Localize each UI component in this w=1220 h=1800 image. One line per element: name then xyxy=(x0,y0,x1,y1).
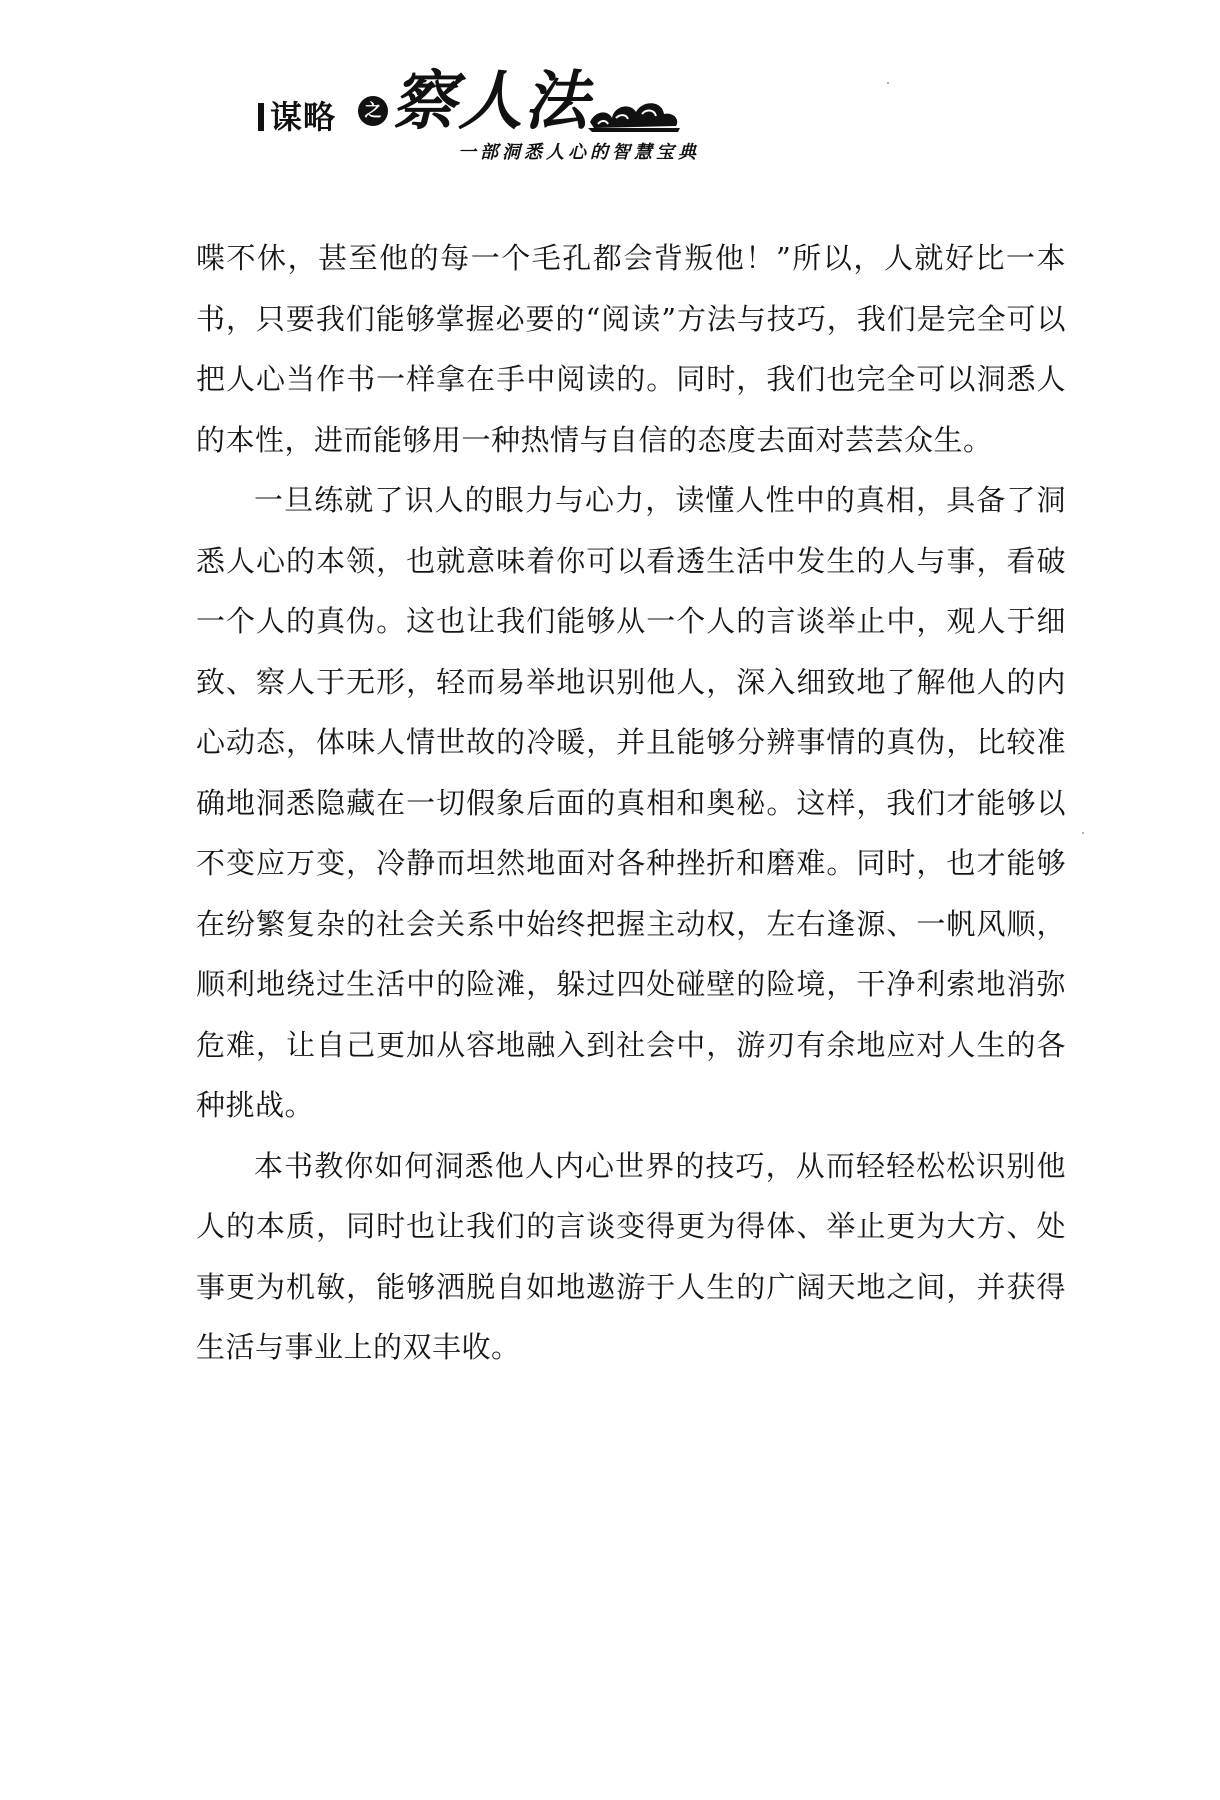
series-prefix-text: 谋略 xyxy=(270,98,337,136)
paragraph-1: 喋不休，甚至他的每一个毛孔都会背叛他！”所以，人就好比一本书，只要我们能够掌握必要的“阅读”方法与技巧，我们是完全可以把人心当作书一样拿在手中阅读的。同时，我们也完全可以洞悉人的本性，进而能够用一种热情与自信的态度去面对芸芸众生。 xyxy=(196,241,1066,457)
book-subtitle: 一部洞悉人心的智慧宝典 xyxy=(458,142,700,163)
scan-speck xyxy=(1082,832,1084,834)
paragraph-2: 一旦练就了识人的眼力与心力，读懂人性中的真相，具备了洞悉人心的本领，也就意味着你可以看透生活中发生的人与事，看破一个人的真伪。这也让我们能够从一个人的言谈举止中，观人于细致、察人于无形，轻而易举地识别他人，深入细致地了解他人的内心动态，体味人情世故的冷暖，并且能够分辨事情的真伪，比较准确地洞悉隐藏在一切假象后面的真相和奥秘。这样，我们才能够以不变应万变，冷静而坦然地面对各种挫折和磨难。同时，也才能够在纷繁复杂的社会关系中始终把握主动权，左右逢源、一帆风顺，顺利地绕过生活中的险滩，躲过四处碰壁的险境，干净利索地消弥危难，让自己更加从容地融入到社会中，游刃有余地应对人生的各种挑战。 xyxy=(196,483,1066,1122)
connector-badge: 之 xyxy=(358,96,388,126)
book-title: 察人法 xyxy=(392,64,590,139)
running-header xyxy=(258,62,778,172)
scan-speck xyxy=(887,82,889,84)
paragraph-3: 本书教你如何洞悉他人内心世界的技巧，从而轻轻松松识别他人的本质，同时也让我们的言谈变得更为得体、举止更为大方、处事更为机敏，能够洒脱自如地遨游于人生的广阔天地之间，并获得生活与事业上的双丰收。 xyxy=(196,1148,1066,1364)
auspicious-cloud-icon xyxy=(586,92,682,134)
body-text xyxy=(196,228,1066,1378)
series-prefix xyxy=(258,92,336,138)
cropped-glyph-mark xyxy=(258,103,264,131)
